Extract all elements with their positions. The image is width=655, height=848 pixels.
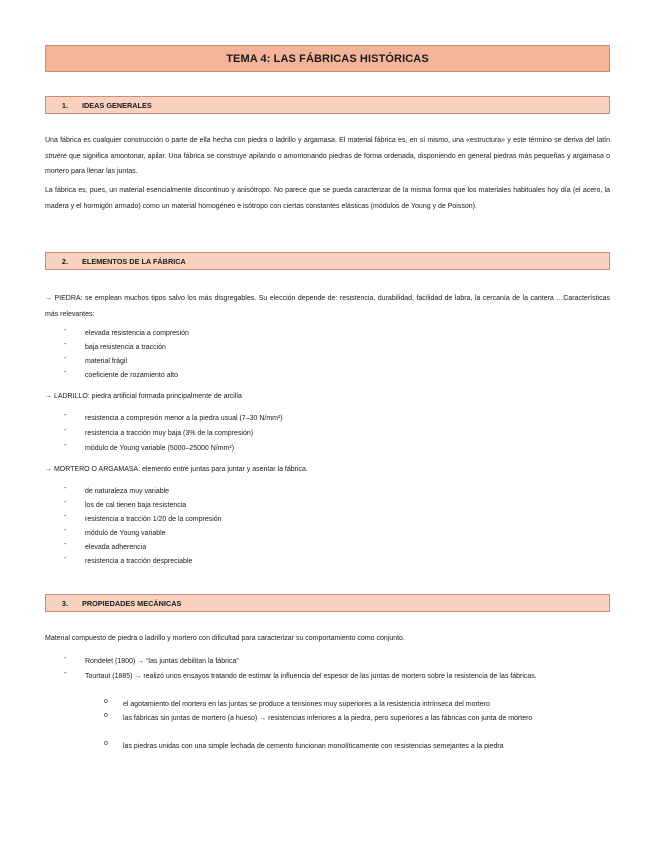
list-dash: - (64, 527, 67, 534)
list-dash: - (64, 670, 67, 677)
list-dash: - (64, 499, 67, 506)
list-item: los de cal tienen baja resistencia (85, 502, 187, 509)
section-header-propiedades (45, 594, 610, 612)
list-item: material frágil (85, 358, 128, 365)
section-label: IDEAS GENERALES (82, 100, 152, 110)
section-number: 1. (61, 100, 68, 110)
list-item: Tourtaut (1885) → realizó unos ensayos tratando de estimar la influencia del espesor de las juntas de mortero sobre la resistencia de las fábricas. (85, 673, 537, 680)
list-dash: - (64, 555, 67, 562)
ideas-paragraph-2: La fábrica es, pues, un material esencialmente discontinuo y anisótropo. No parece que se pueda caracterizar de la misma forma que los materiales habituales hoy día (el acero, la madera y el hormigón armado) como un material homogéneo e isótropo con ciertas constantes elásticas (módulos de Young y de Poisson). (45, 187, 610, 210)
section-number: 3. (61, 598, 68, 608)
sub-list-item: las fábricas sin juntas de mortero (a hueso) → resistencias inferiores a la piedra, pero superiores a las fábricas con junta de mortero (123, 715, 533, 722)
section-header-ideas-generales (45, 96, 610, 114)
section-label: PROPIEDADES MECÁNICAS (82, 598, 182, 608)
list-item: módulo de Young variable (5000–25000 N/mm²) (85, 445, 235, 452)
list-dash: - (64, 513, 67, 520)
list-dash: - (64, 541, 67, 548)
propiedades-intro: Material compuesto de piedra o ladrillo y mortero con dificultad para caracterizar su comportamiento como conjunto. (45, 635, 405, 642)
list-dash: - (64, 369, 67, 376)
list-dash: - (64, 655, 67, 662)
list-dash: - (64, 485, 67, 492)
ideas-paragraph-1: Una fábrica es cualquier construcción o parte de ella hecha con piedra o ladrillo y argamasa. El material fábrica es, en sí mismo, una «estructura» y este término se deriva del latín struere que significa amontonar, apilar. Una fábrica se construye apilando o amontonando piedras de forma ordenada, disponiendo en general piedras más pequeñas y argamasa o mortero para llenar las juntas. (45, 137, 610, 175)
list-item: baja resistencia a tracción (85, 344, 166, 351)
section-header-elementos (45, 252, 610, 270)
page-title: TEMA 4: LAS FÁBRICAS HISTÓRICAS (45, 45, 610, 72)
list-item: resistencia a tracción muy baja (3% de la compresión) (85, 430, 254, 437)
list-item: resistencia a tracción despreciable (85, 558, 193, 565)
list-dash: - (64, 412, 67, 419)
list-circle: o (104, 698, 108, 705)
list-dash: - (64, 427, 67, 434)
list-item: Rondelet (1800) → “las juntas debilitan la fábrica” (85, 658, 239, 665)
list-dash: - (64, 442, 67, 449)
list-dash: - (64, 355, 67, 362)
sub-list-item: el agotamiento del mortero en las juntas se produce a tensiones muy superiores a la resistencia intrínseca del mortero (123, 701, 490, 708)
section-number: 2. (61, 256, 68, 266)
section-label: ELEMENTOS DE LA FÁBRICA (82, 256, 186, 266)
list-item: resistencia a tracción 1/20 de la compresión (85, 516, 222, 523)
sub-list-item: las piedras unidas con una simple lechada de cemento funcionan monolíticamente con resistencias semejantes a la piedra (123, 743, 504, 750)
list-item: elevada resistencia a compresión (85, 330, 189, 337)
ladrillo-intro: → LADRILLO: piedra artificial formada principalmente de arcilla (45, 393, 242, 400)
list-item: coeficiente de rozamiento alto (85, 372, 178, 379)
piedra-intro: → PIEDRA: se emplean muchos tipos salvo los más disgregables. Su elección depende de: resistencia, durabilidad, facilidad de labra, la cercanía de la cantera …Características más relevantes: (45, 295, 610, 318)
list-item: resistencia a compresión menor a la piedra usual (7–30 N/mm²) (85, 415, 283, 422)
list-dash: - (64, 341, 67, 348)
list-circle: o (104, 740, 108, 747)
list-item: elevada adherencia (85, 544, 147, 551)
list-circle: o (104, 712, 108, 719)
list-item: módulo de Young variable (85, 530, 166, 537)
list-item: de naturaleza muy variable (85, 488, 170, 495)
mortero-intro: → MORTERO O ARGAMASA: elemento entre juntas para juntar y asentar la fábrica. (45, 466, 308, 473)
list-dash: - (64, 327, 67, 334)
